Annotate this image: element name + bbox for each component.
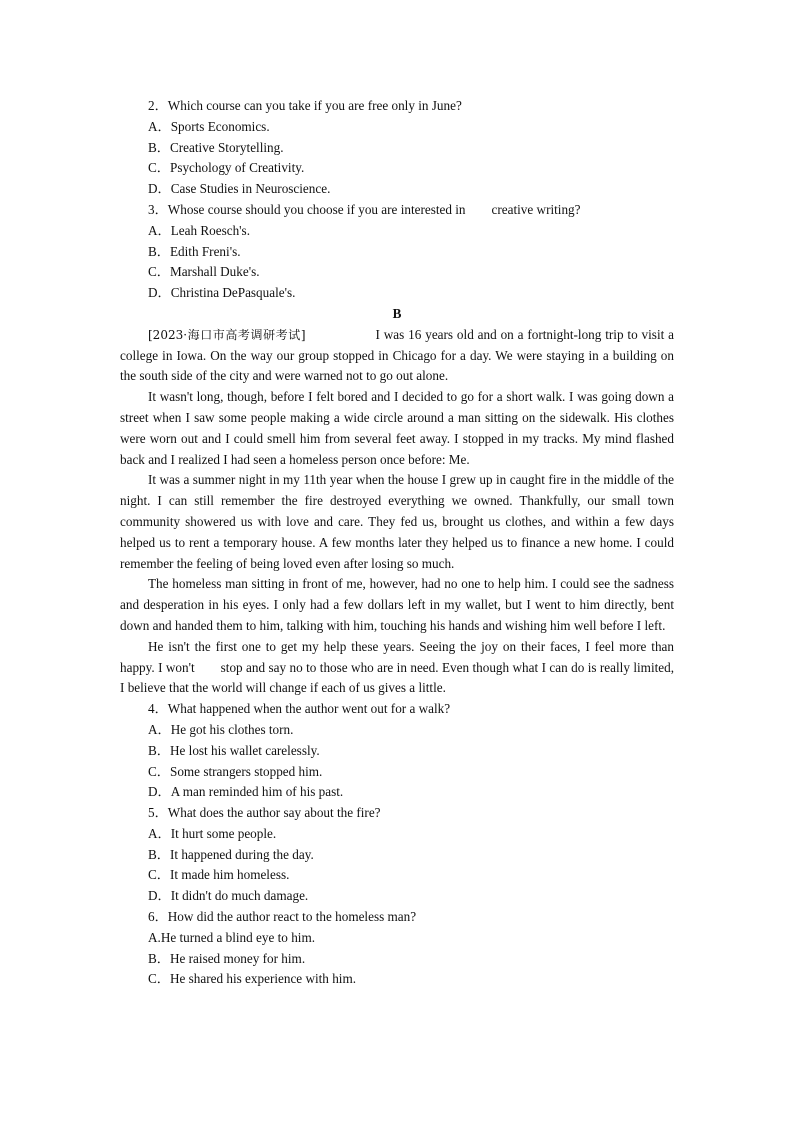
passage-paragraph-4: The homeless man sitting in front of me, however, had no one to help him. I could see the sadness and desperation in his eyes. I only had a few dollars left in my wallet, but I went to him directly, bent down and handed them to him, talking with him, touching his hands and wishing him well before I left. (120, 576, 674, 633)
question-5-option-a: A．It hurt some people. (148, 825, 277, 841)
passage-paragraph-1-text: I was 16 years old and on a fortnight-long trip to visit a college in Iowa. On the way our group stopped in Chicago for a day. We were staying in a building on the south side of the city and were warned not to go out alone. (120, 326, 674, 384)
question-5-option-d: D．It didn't do much damage. (148, 888, 309, 904)
question-3-stem-part-a: 3．Whose course should you choose if you are interested in (148, 201, 466, 217)
passage-paragraph-1 (120, 325, 674, 387)
question-2-option-c: C．Psychology of Creativity. (148, 160, 305, 176)
question-6-option-a: A.He turned a blind eye to him. (148, 929, 316, 945)
question-2-option-a: A．Sports Economics. (148, 118, 270, 134)
passage-paragraph-5-part-b: stop and say no to those who are in need. Even though what I can do is really limited, I believe that the world will change if each of us gives a little. (120, 659, 675, 696)
question-6-stem: 6．How did the author react to the homeless man? (148, 909, 417, 925)
question-4-option-a: A．He got his clothes torn. (148, 721, 294, 737)
question-3-stem (120, 200, 674, 221)
question-5-option-b: B．It happened during the day. (148, 846, 314, 862)
passage-paragraph-5-part-a: He isn't the first one to get my help these years. Seeing the joy on their faces, I feel more than happy. I won't (120, 638, 674, 675)
question-4-option-c: C．Some strangers stopped him. (148, 763, 323, 779)
passage-paragraph-2: It wasn't long, though, before I felt bored and I decided to go for a short walk. I was going down a street when I saw some people making a wide circle around a man sitting on the sidewalk. His clothes were worn out and I could smell him from several feet away. I stopped in my tracks. My mind flashed back and I realized I had seen a homeless person once before: Me. (120, 389, 674, 467)
question-4-stem: 4．What happened when the author went out for a walk? (148, 701, 451, 717)
question-4-option-b: B．He lost his wallet carelessly. (148, 742, 320, 758)
question-2-option-b: B．Creative Storytelling. (148, 139, 284, 155)
document-content (120, 96, 674, 990)
question-3-stem-part-b: creative writing? (491, 201, 581, 217)
question-2-option-d: D．Case Studies in Neuroscience. (148, 181, 331, 197)
question-6-option-c: C．He shared his experience with him. (148, 971, 357, 987)
question-6-option-b: B．He raised money for him. (148, 950, 306, 966)
question-5-stem: 5．What does the author say about the fire? (148, 805, 381, 821)
question-3-option-a: A．Leah Roesch's. (148, 222, 250, 238)
passage-paragraph-3: It was a summer night in my 11th year when the house I grew up in caught fire in the middle of the night. I can still remember the fire destroyed everything we owned. Thankfully, our small town community showered us with love and care. They fed us, brought us clothes, and within a few days helped us to rent a temporary house. A few months later they helped us to finance a new home. I could remember the feeling of being loved even after losing so much. (120, 472, 674, 571)
passage-paragraph-5 (120, 637, 674, 699)
question-4-option-d: D．A man reminded him of his past. (148, 784, 344, 800)
question-5-option-c: C．It made him homeless. (148, 867, 290, 883)
question-3-option-b: B．Edith Freni's. (148, 243, 241, 259)
question-3-option-c: C．Marshall Duke's. (148, 264, 260, 280)
question-2-stem: 2．Which course can you take if you are free only in June? (148, 98, 462, 113)
source-tag: [2023·海口市高考调研考试] (148, 327, 306, 342)
question-3-option-d: D．Christina DePasquale's. (148, 285, 296, 301)
section-b-heading: B (392, 305, 402, 321)
